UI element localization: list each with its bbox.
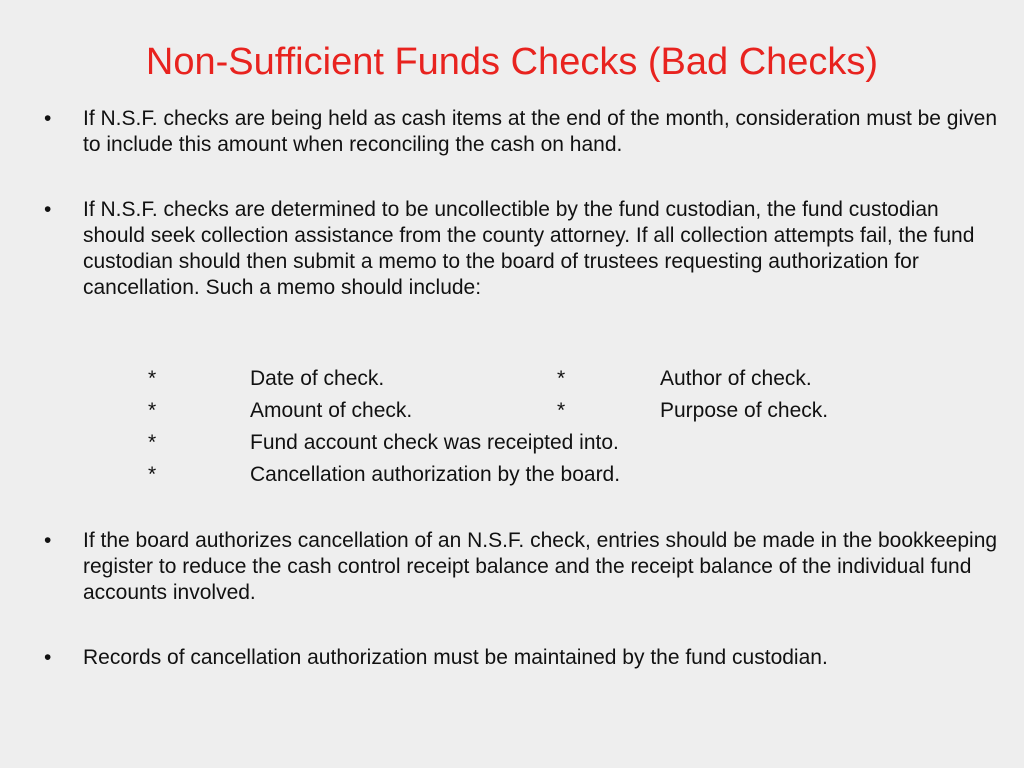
memo-item-amount: Amount of check. — [250, 399, 413, 422]
bullet-text: If N.S.F. checks are being held as cash items at the end of the month, consideration must be given to include this amount when reconciling the cash on hand. — [83, 107, 998, 156]
bullet-text: If the board authorizes cancellation of an N.S.F. check, entries should be made in the bookkeeping register to reduce the cash control receipt balance and the receipt balance of the individual fund accounts involved. — [83, 529, 998, 604]
memo-item-date: Date of check. — [250, 367, 385, 390]
bullet-marker: • — [44, 529, 52, 552]
bullet-text: Records of cancellation authorization must be maintained by the fund custodian. — [83, 646, 828, 669]
bullet-text: If N.S.F. checks are determined to be uncollectible by the fund custodian, the fund custodian should seek collection assistance from the county attorney. If all collection attempts fail, the fund custodian should then submit a memo to the board of trustees requesting authorization for cancellation. Such a memo should include: — [83, 198, 975, 299]
bullet-item — [44, 106, 1004, 160]
bullet-item — [44, 645, 1004, 673]
memo-item-marker: * — [148, 399, 157, 422]
bullet-item — [44, 528, 1004, 608]
memo-item-marker: * — [148, 463, 157, 486]
memo-item-author: Author of check. — [660, 367, 812, 390]
bullet-marker: • — [44, 646, 52, 669]
memo-item-purpose: Purpose of check. — [660, 399, 829, 422]
bullet-marker: • — [44, 107, 52, 130]
memo-item-cancellation: Cancellation authorization by the board. — [250, 463, 621, 486]
memo-item-marker: * — [557, 367, 566, 390]
slide-title: Non-Sufficient Funds Checks (Bad Checks) — [145, 41, 879, 83]
memo-item-marker: * — [557, 399, 566, 422]
memo-item-marker: * — [148, 431, 157, 454]
bullet-item — [44, 197, 1004, 329]
bullet-marker: • — [44, 198, 52, 221]
memo-item-marker: * — [148, 367, 157, 390]
memo-item-fund-account: Fund account check was receipted into. — [250, 431, 619, 454]
